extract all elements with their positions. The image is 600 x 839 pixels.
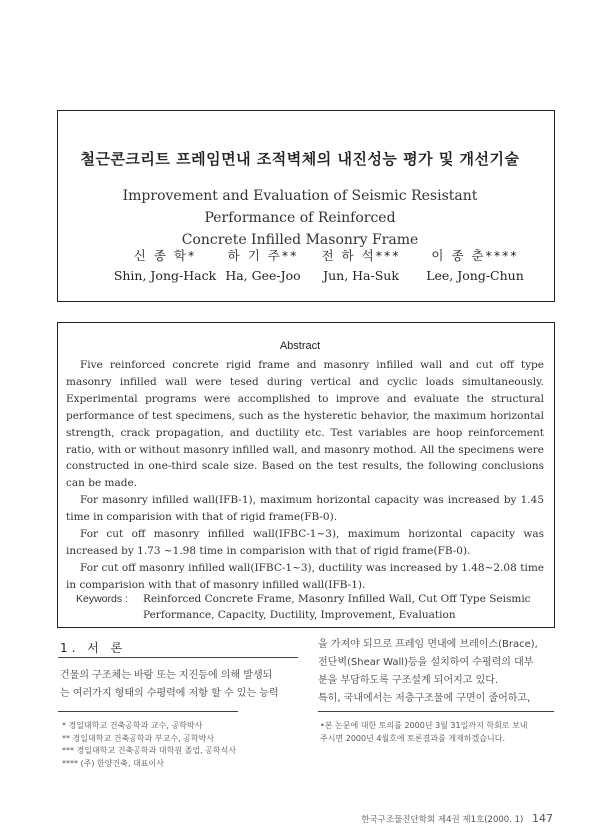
english-title: [80, 185, 520, 251]
right-column-line: 분을 부담하도록 구조설계 되어지고 있다.: [318, 675, 499, 686]
section-rule: [58, 657, 298, 658]
author-1-kr: 신 종 학*: [133, 248, 197, 263]
section-heading: 1. 서 론: [60, 641, 127, 655]
abstract-paragraph: For masonry infilled wall(IFB-1), maximum horizontal capacity was increased by 1.45 time in comparision with that of rigid frame(FB-0).: [66, 494, 544, 524]
author-3-kr: 전 하 석***: [321, 248, 401, 263]
keywords: [76, 591, 531, 621]
abstract-paragraph: For cut off masonry infilled wall(IFBC-1~3), maximum horizontal capacity was increased by 1.73 ~1.98 time in comparision with that of rigid frame(FB-0).: [66, 528, 544, 557]
page-number: 147: [532, 812, 553, 825]
footnotes-left: [62, 720, 302, 770]
footnote: ** 경일대학교 건축공학과 부교수, 공학박사: [62, 733, 215, 743]
left-column-line: 건물의 구조체는 바람 또는 지진등에 의해 발생되: [60, 670, 273, 681]
author-2-en: Ha, Gee-Joo: [225, 268, 301, 283]
english-title-line-2: Concrete Infilled Masonry Frame: [181, 232, 419, 248]
right-column-line: 전단벽(Shear Wall)등을 설치하여 수평력의 대부: [318, 657, 534, 668]
footnote: •본 논문에 대한 토의를 2000년 3월 31일까지 학회로 보내: [320, 721, 528, 730]
author-3-en: Jun, Ha-Suk: [323, 268, 399, 283]
author-1-en: Shin, Jong-Hack: [113, 268, 217, 283]
page-footer: [300, 812, 553, 825]
footnotes-right: [320, 720, 556, 745]
left-column-line: 는 여러가지 형태의 수평력에 저항 할 수 있는 능력: [60, 688, 279, 699]
footnote: * 경일대학교 건축공학과 교수, 공학박사: [62, 721, 203, 730]
keywords-label: Keywords :: [76, 593, 128, 605]
right-column: [318, 636, 558, 708]
author-4-en: Lee, Jong-Chun: [426, 268, 524, 283]
footnote: 주시면 2000년 4월호에 토론결과를 게재하겠습니다.: [320, 733, 505, 743]
abstract-paragraph: For cut off masonry infilled wall(IFBC-1~3), ductility was increased by 1.48~2.08 time in comparision with that of masonry infilled wall(IFB-1).: [66, 561, 544, 591]
journal-citation: 한국구조물진단학회 제4권 제1호(2000. 1): [361, 815, 524, 825]
abstract-heading: Abstract: [279, 340, 321, 352]
abstract-body: [66, 357, 544, 594]
left-column: [60, 667, 300, 703]
author-3: [296, 246, 426, 286]
author-4: [410, 246, 540, 286]
right-column-line: 특히, 국내에서는 저층구조물에 구면이 줄어하고,: [318, 693, 531, 704]
author-2-kr: 하 기 주**: [227, 248, 299, 263]
english-title-line-1: Improvement and Evaluation of Seismic Resistant Performance of Reinforced: [122, 188, 478, 226]
keywords-value: Reinforced Concrete Frame, Masonry Infilled Wall, Cut Off Type Seismic Performance, Capacity, Ductility, Improvement, Evaluation: [143, 593, 531, 621]
footnote-rule-right: [318, 711, 554, 712]
footnote: **** (주) 한양건축, 대표이사: [62, 758, 164, 768]
right-column-line: 을 가져야 되므로 프레임 면내에 브레이스(Brace),: [318, 639, 538, 650]
author-4-kr: 이 종 춘****: [431, 248, 519, 263]
korean-title: 철근콘크리트 프레임면내 조적벽체의 내진성능 평가 및 개선기술: [80, 150, 520, 168]
footnote-rule-left: [58, 711, 238, 712]
abstract-paragraph: Five reinforced concrete rigid frame and masonry infilled wall and cut off type masonry infilled wall were tesed during vertical and cyclic loads simultaneously. Experimental programs were accomplished to improve and evaluate the structural performance of test specimens, such as the hysteretic behavior, the maximum horizontal strength, crack propagation, and ductility etc. Test variables are hoop reinforcement ratio, with or without masonry infilled wall, and masonry mothod. All the specimens were constructed in one-third scale size. Based on the test results, the following conclusions can be made.: [66, 359, 544, 490]
footnote: *** 경일대학교 건축공학과 대학원 졸업, 공학석사: [62, 746, 237, 755]
